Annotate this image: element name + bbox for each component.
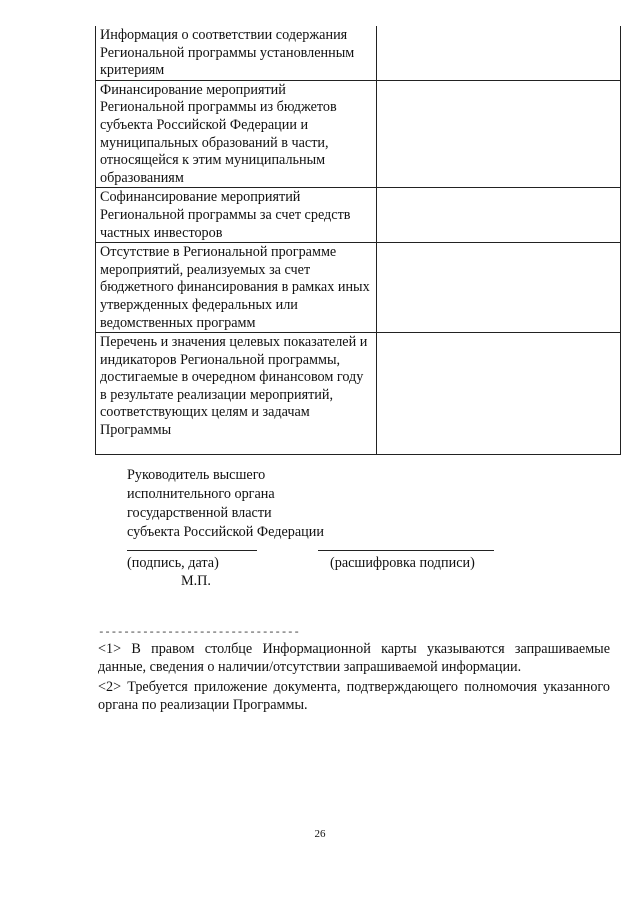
signatory-title-line: государственной власти (127, 505, 272, 521)
signature-line (127, 550, 257, 551)
value-cell (377, 26, 621, 80)
table-row (96, 333, 621, 455)
signature-decoding-caption: (расшифровка подписи) (330, 555, 475, 571)
value-cell (377, 333, 621, 455)
information-card-table (95, 26, 621, 455)
criterion-cell: Финансирование мероприятий Региональной программы из бюджетов субъекта Российской Федерации и муниципальных образований в части, относящейся к этим муниципальным образованиям (96, 80, 377, 188)
signatory-title-line: субъекта Российской Федерации (127, 524, 324, 540)
signature-decoding-line (318, 550, 494, 551)
value-cell (377, 80, 621, 188)
criterion-cell: Отсутствие в Региональной программе мероприятий, реализуемых за счет бюджетного финансирования в рамках иных утвержденных федеральных или ведомственных программ (96, 243, 377, 333)
signatory-title (127, 466, 324, 542)
criterion-cell: Перечень и значения целевых показателей и индикаторов Региональной программы, достигаемые в очередном финансовом году в результате реализации мероприятий, соответствующих целям и задачам Программы (96, 333, 377, 455)
criterion-cell: Информация о соответствии содержания Региональной программы установленным критериям (96, 26, 377, 80)
signatory-title-line: Руководитель высшего (127, 467, 266, 483)
criterion-cell: Софинансирование мероприятий Региональной программы за счет средств частных инвесторов (96, 188, 377, 243)
page-number: 26 (314, 828, 326, 840)
footnote: <1> В правом столбце Информационной карты указываются запрашиваемые данные, сведения о наличии/отсутствии запрашиваемой информации. (98, 641, 610, 675)
table-row (96, 188, 621, 243)
footnotes (98, 640, 610, 716)
footnote-separator: -------------------------------- (98, 627, 300, 639)
table-row (96, 243, 621, 333)
value-cell (377, 188, 621, 243)
table-row (96, 80, 621, 188)
seal-label: М.П. (181, 573, 211, 589)
signature-caption: (подпись, дата) (127, 555, 219, 571)
value-cell (377, 243, 621, 333)
table-row (96, 26, 621, 80)
signatory-title-line: исполнительного органа (127, 486, 275, 502)
footnote: <2> Требуется приложение документа, подтверждающего полномочия указанного органа по реализации Программы. (98, 679, 610, 713)
